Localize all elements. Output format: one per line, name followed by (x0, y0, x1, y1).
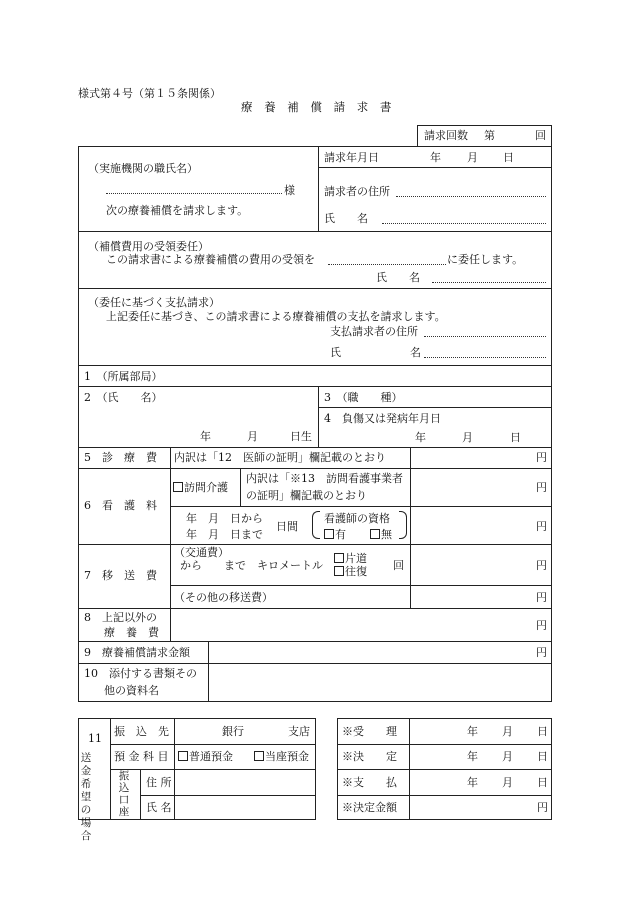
medical-fee-yen: 円 (536, 451, 547, 464)
home-nursing-checkbox[interactable]: 訪問介護 (173, 482, 228, 493)
bank-name-suffix: 銀行 (222, 725, 244, 738)
decided-day: 日 (537, 750, 548, 763)
nursing-text-2: の証明」欄記載のとおり (246, 489, 367, 502)
other-fee-yen: 円 (536, 619, 547, 632)
total-label: 9 療養補償請求金額 (84, 646, 190, 659)
nurse-yes-checkbox[interactable]: 有 (324, 529, 346, 540)
claimant-name-label: 氏 名 (324, 212, 368, 225)
birth-year: 年 (200, 430, 211, 443)
roundtrip-checkbox[interactable]: 往復 (334, 566, 367, 577)
decided-year: 年 (467, 750, 478, 763)
oneway-checkbox[interactable]: 片道 (334, 553, 367, 564)
transport-fee-label: 7 移 送 費 (84, 569, 157, 582)
nurse-qualification-label: 看護師の資格 (324, 512, 390, 525)
account-name-label: 氏 名 (146, 801, 172, 814)
nursing-period-from: 年 月 日から (186, 512, 263, 525)
transport-times: 回 (393, 559, 404, 572)
institution-label: （実施機関の職氏名） (88, 162, 198, 175)
medical-fee-label: 5 診 療 費 (84, 451, 157, 464)
transport-fare-label: （交通費） (174, 546, 229, 559)
other-transport-label: （その他の移送費） (174, 591, 273, 604)
payer-address-label: 支払請求者の住所 (330, 325, 418, 338)
medical-fee-text: 内訳は「12 医師の証明」欄記載のとおり (174, 451, 386, 464)
injury-year: 年 (415, 431, 426, 444)
checking-deposit-checkbox[interactable]: 当座預金 (254, 751, 309, 762)
paid-label: ※支 払 (342, 776, 397, 789)
attachments-label-2: 他の資料名 (104, 684, 159, 697)
sama: 様 (284, 184, 295, 197)
payment-request-text: 上記委任に基づき、この請求書による療養補償の支払を請求します。 (106, 310, 446, 323)
nursing-days: 日間 (276, 520, 298, 533)
total-yen: 円 (536, 646, 547, 659)
birth-month: 月 (247, 430, 258, 443)
payer-address-field[interactable] (424, 336, 546, 337)
request-count-kai: 回 (535, 129, 546, 142)
form-title: 療 養 補 償 請 求 書 (241, 100, 396, 114)
birth-day: 日生 (290, 430, 312, 443)
nursing-period-to: 年 月 日まで (186, 528, 263, 541)
delegation-label: （補償費用の受領委任） (88, 240, 209, 253)
delegation-text-end: に委任します。 (447, 253, 524, 266)
request-count-label: 請求回数 (424, 129, 468, 142)
remittance-side-label: 送金希望の場合 (80, 752, 92, 842)
bank-destination-label: 振 込 先 (114, 725, 169, 738)
claimant-address-field[interactable] (396, 196, 546, 197)
received-year: 年 (467, 725, 478, 738)
nursing-fee-label: 6 看 護 料 (84, 499, 157, 512)
nursing-yen-2: 円 (536, 520, 547, 533)
branch-name-suffix: 支店 (288, 725, 310, 738)
decided-amount-label: ※決定金額 (342, 801, 397, 814)
account-type-label: 預 金 科 目 (114, 750, 169, 763)
paid-day: 日 (537, 776, 548, 789)
transport-yen-2: 円 (536, 591, 547, 604)
injury-month: 月 (462, 431, 473, 444)
payer-name-field[interactable] (424, 357, 546, 358)
injury-day: 日 (510, 431, 521, 444)
other-fee-label-2: 療 養 費 (104, 626, 159, 639)
received-label: ※受 理 (342, 725, 397, 738)
payment-request-label: （委任に基づく支払請求） (88, 296, 220, 309)
decided-label: ※決 定 (342, 750, 397, 763)
transport-route: から まで キロメートル (180, 559, 323, 572)
received-day: 日 (537, 725, 548, 738)
delegate-name-label: 氏 名 (376, 271, 420, 284)
request-statement: 次の療養補償を請求します。 (106, 204, 249, 217)
injury-label: 4 負傷又は発病年月日 (324, 412, 441, 425)
delegation-text: この請求書による療養補償の費用の受領を (106, 253, 315, 266)
transfer-account-label: 振込口座 (118, 770, 130, 818)
paid-month: 月 (502, 776, 513, 789)
request-date-day: 日 (503, 151, 514, 164)
ordinary-deposit-checkbox[interactable]: 普通預金 (178, 751, 233, 762)
claimant-address-label: 請求者の住所 (324, 185, 390, 198)
job-label: 3 （職 種） (324, 391, 403, 404)
payer-name-shi: 氏 (330, 346, 341, 359)
form-number: 様式第４号（第１５条関係） (78, 87, 221, 100)
name-label: 2 （氏 名） (84, 391, 163, 404)
payer-name-mei: 名 (410, 346, 421, 359)
delegate-name-field[interactable] (432, 282, 546, 283)
nursing-yen-1: 円 (536, 481, 547, 494)
transport-yen-1: 円 (536, 559, 547, 572)
request-date-month: 月 (467, 151, 478, 164)
decided-month: 月 (502, 750, 513, 763)
nurse-no-checkbox[interactable]: 無 (370, 529, 392, 540)
other-fee-label-1: 8 上記以外の (84, 611, 157, 624)
request-count-dai: 第 (484, 129, 495, 142)
decided-amount-yen: 円 (537, 801, 548, 814)
request-date-label: 請求年月日 (324, 151, 379, 164)
attachments-label-1: 10 添付する書類その (84, 667, 197, 680)
received-month: 月 (502, 725, 513, 738)
delegate-field[interactable] (328, 264, 446, 265)
dept-label: 1 （所属部局） (84, 370, 163, 383)
bank-item-number: 11 (88, 732, 102, 745)
claimant-name-field[interactable] (382, 223, 546, 224)
request-date-year: 年 (430, 151, 441, 164)
account-address-label: 住 所 (146, 776, 172, 789)
paid-year: 年 (467, 776, 478, 789)
nursing-text-1: 内訳は「※13 訪問看護事業者 (246, 472, 403, 485)
